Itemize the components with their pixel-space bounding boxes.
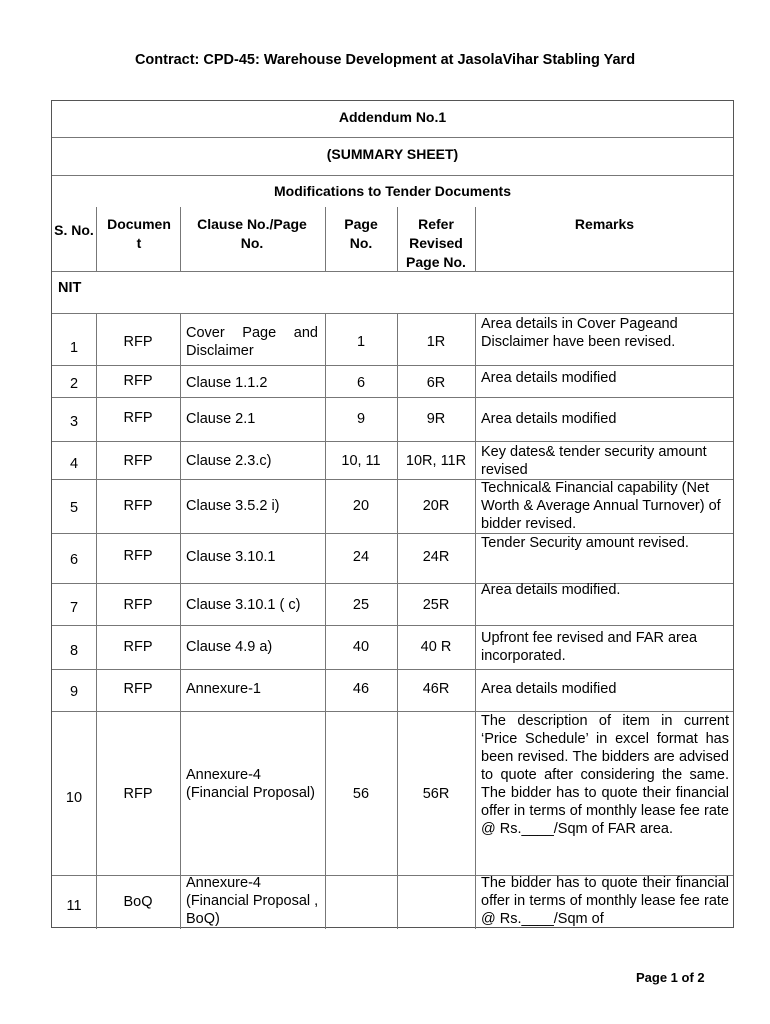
table-row-1-refer: 1R <box>426 334 446 350</box>
table-row-10-refer: 56R <box>422 786 450 802</box>
table-row-9-refer: 46R <box>422 681 450 697</box>
section-nit: NIT <box>58 280 82 296</box>
table-row-5-sno: 5 <box>69 500 79 516</box>
table-row-11-sno: 11 <box>66 898 82 914</box>
table-row-2-refer: 6R <box>426 375 446 391</box>
table-row-6-doc: RFP <box>123 548 153 564</box>
table-row-11-remarks: The bidder has to quote their financial offer in terms of monthly lease fee rate @ Rs.____/Sqm of <box>481 875 729 927</box>
table-row-2-remarks: Area details modified <box>481 370 617 386</box>
table-row-4-clause: Clause 2.3.c) <box>186 453 272 469</box>
table-row-11-doc: BoQ <box>123 894 153 910</box>
table-row-7-page: 25 <box>352 597 370 613</box>
modifications-heading: Modifications to Tender Documents <box>274 183 511 199</box>
table-row-5-remarks: Technical& Financial capability (Net Worth & Average Annual Turnover) of bidder revised. <box>481 480 721 532</box>
table-row-9-remarks: Area details modified <box>481 681 617 697</box>
header-document: Documen t <box>107 216 171 251</box>
table-row-10-doc: RFP <box>123 786 153 802</box>
table-row-4-refer: 10R, 11R <box>405 453 467 469</box>
table-row-8-page: 40 <box>352 639 370 655</box>
table-row-7-remarks: Area details modified. <box>481 582 621 598</box>
table-row-9-clause: Annexure-1 <box>186 681 261 697</box>
table-row-10-remarks: The description of item in current ‘Price Schedule’ in excel format has been revised. The bidders are advised to quote after considering the same. The bidder has to quote their financial offer in terms of monthly lease fee rate @ Rs.____/Sqm of FAR area. <box>481 713 729 837</box>
table-row-6-page: 24 <box>352 549 370 565</box>
table-row-7-clause: Clause 3.10.1 ( c) <box>186 597 301 613</box>
table-row-8-clause: Clause 4.9 a) <box>186 639 273 655</box>
table-row-4-remarks: Key dates& tender security amount revised <box>481 444 707 478</box>
table-row-10-clause: Annexure-4 (Financial Proposal) <box>186 767 315 801</box>
table-row-7-sno: 7 <box>69 600 79 616</box>
addendum-heading: Addendum No.1 <box>52 101 733 138</box>
table-row-3-clause: Clause 2.1 <box>186 411 256 427</box>
table-row-5-doc: RFP <box>123 498 153 514</box>
table-row-9-doc: RFP <box>123 681 153 697</box>
table-row-1-doc: RFP <box>123 334 153 350</box>
table-row-4-page: 10, 11 <box>341 453 381 469</box>
table-row-8-doc: RFP <box>123 639 153 655</box>
document-title: Contract: CPD-45: Warehouse Development at JasolaVihar Stabling Yard <box>134 52 636 68</box>
table-row-8-remarks: Upfront fee revised and FAR area incorporated. <box>481 630 698 664</box>
table-row-6-sno: 6 <box>69 552 79 568</box>
table-row-6-remarks: Tender Security amount revised. <box>481 535 689 551</box>
table-row-8-sno: 8 <box>69 643 79 659</box>
table-row-8-refer: 40 R <box>420 639 452 655</box>
header-refer: Refer Revised Page No. <box>406 216 466 270</box>
table-row-6-clause: Clause 3.10.1 <box>186 549 276 565</box>
table-row-2-page: 6 <box>356 375 366 391</box>
table-row-9-sno: 9 <box>69 684 79 700</box>
table-row-9-page: 46 <box>352 681 370 697</box>
table-row-1-sno: 1 <box>69 340 79 356</box>
table-row-1-page: 1 <box>356 334 366 350</box>
table-row-4-sno: 4 <box>69 456 79 472</box>
table-row-11-clause: Annexure-4 (Financial Proposal , BoQ) <box>186 875 319 927</box>
header-clause: Clause No./Page No. <box>197 216 307 251</box>
summary-table <box>51 100 734 928</box>
table-row-6-refer: 24R <box>422 549 450 565</box>
header-page: Page No. <box>344 216 378 251</box>
table-row-2-sno: 2 <box>69 376 79 392</box>
table-row-7-doc: RFP <box>123 597 153 613</box>
table-row-5-page: 20 <box>352 498 370 514</box>
table-row-3-refer: 9R <box>426 411 446 427</box>
page-number: Page 1 of 2 <box>636 970 705 985</box>
table-row-10-page: 56 <box>352 786 370 802</box>
table-row-5-refer: 20R <box>422 498 450 514</box>
header-sno: S. No. <box>54 222 94 238</box>
table-row-3-remarks: Area details modified <box>481 411 617 427</box>
table-row-1-remarks: Area details in Cover Pageand Disclaimer have been revised. <box>481 316 678 350</box>
table-row-4-doc: RFP <box>123 453 153 469</box>
table-row-7-refer: 25R <box>422 597 450 613</box>
table-row-3-sno: 3 <box>69 414 79 430</box>
table-row-2-doc: RFP <box>123 373 153 389</box>
table-row-5-clause: Clause 3.5.2 i) <box>186 498 280 514</box>
table-row-10-sno: 10 <box>65 790 83 806</box>
table-row-3-doc: RFP <box>123 410 153 426</box>
header-remarks: Remarks <box>574 216 635 232</box>
table-row-2-clause: Clause 1.1.2 <box>186 375 268 391</box>
summary-sheet-heading: (SUMMARY SHEET) <box>52 137 733 176</box>
table-row-3-page: 9 <box>356 411 366 427</box>
table-row-1-clause: Cover Page and Disclaimer <box>186 325 318 359</box>
